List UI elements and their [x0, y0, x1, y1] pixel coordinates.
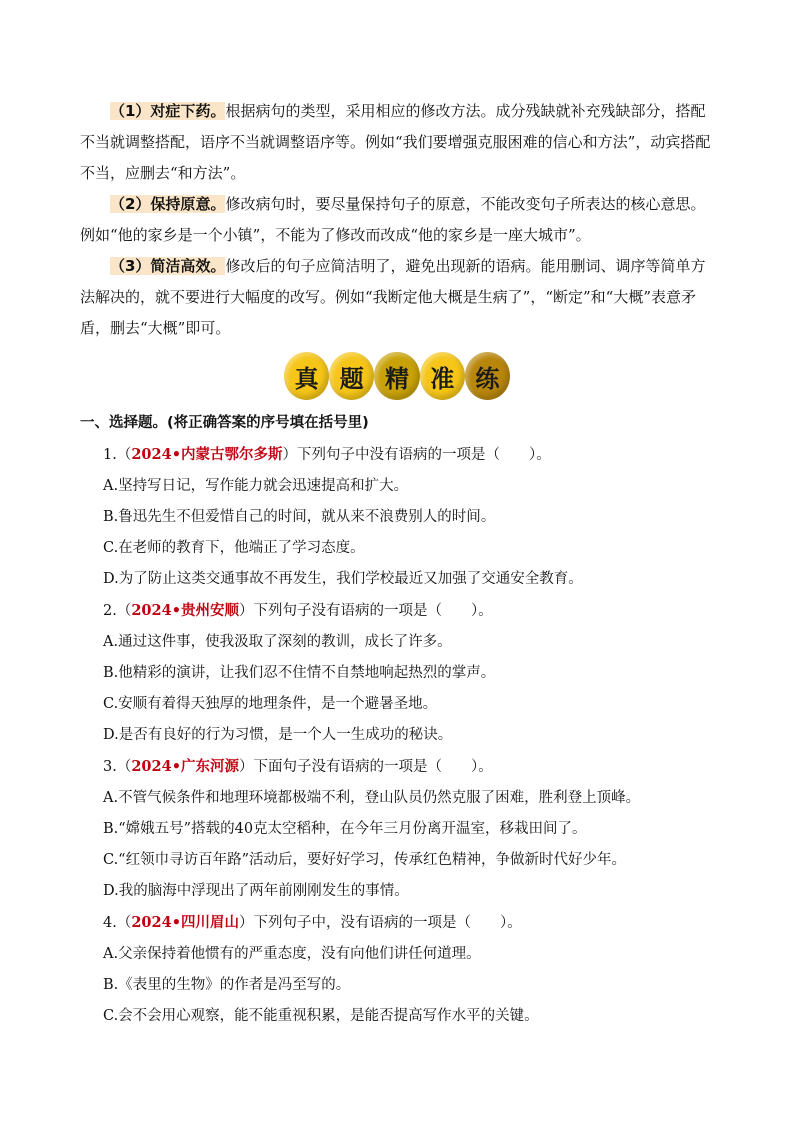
- question-number: 3.: [103, 759, 117, 775]
- tip-label: （3）简洁高效。: [110, 257, 226, 275]
- question-text: ）下列句子中没有语病的一项是（ ）。: [282, 447, 551, 463]
- tip-1: [80, 96, 720, 189]
- option-b: B.“嫦娥五号”搭载的40克太空稻种，在今年三月份离开温室，移栽田间了。: [103, 821, 587, 837]
- question-text: ）下面句子没有语病的一项是（ ）。: [238, 759, 493, 775]
- revision-tips: [80, 96, 720, 344]
- tip-2: [80, 189, 720, 251]
- paren: （: [116, 603, 132, 619]
- banner-ball: 真: [284, 352, 329, 400]
- question-1: [80, 439, 730, 595]
- banner-ball: 练: [465, 352, 510, 400]
- question-number: 2.: [103, 603, 117, 619]
- option-b: B.鲁迅先生不但爱惜自己的时间，就从来不浪费别人的时间。: [103, 509, 496, 525]
- question-source: 2024•贵州安顺: [131, 602, 239, 619]
- question-stem: [80, 439, 730, 471]
- option-d: D.是否有良好的行为习惯，是一个人一生成功的秘诀。: [103, 727, 453, 743]
- tip-3: [80, 251, 720, 344]
- tip-label: （2）保持原意。: [110, 195, 226, 213]
- question-stem: [80, 595, 730, 627]
- tip-text: 修改后的句子应简洁明了，避免出现新的语病。能用删词、调序等简单方法解决的，就不要进行大幅度的改写。例如“我断定他大概是生病了”，“断定”和“大概”表意矛盾，删去“大概”即可。: [80, 257, 706, 337]
- option-d: D.我的脑海中浮现出了两年前刚刚发生的事情。: [103, 883, 409, 899]
- tip-text: 修改病句时，要尽量保持句子的原意，不能改变句子所表达的核心意思。例如“他的家乡是一个小镇”，不能为了修改而改成“他的家乡是一座大城市”。: [80, 195, 706, 244]
- paren: （: [116, 759, 132, 775]
- paren: （: [116, 915, 132, 931]
- question-3: [80, 751, 730, 907]
- question-text: ）下列句子没有语病的一项是（ ）。: [238, 603, 493, 619]
- question-source: 2024•内蒙古鄂尔多斯: [131, 446, 283, 463]
- option-a: A.父亲保持着他惯有的严重态度，没有向他们讲任何道理。: [103, 946, 481, 962]
- tip-label: （1）对症下药。: [110, 102, 226, 120]
- question-source: 2024•四川眉山: [131, 914, 239, 931]
- tip-text: 根据病句的类型，采用相应的修改方法。成分残缺就补充残缺部分，搭配不当就调整搭配，语序不当就调整语序等。例如“我们要增强克服困难的信心和方法”，动宾搭配不当，应删去“和方法”。: [80, 102, 711, 182]
- option-a: A.坚持写日记，写作能力就会迅速提高和扩大。: [103, 478, 409, 494]
- question-number: 4.: [103, 915, 117, 931]
- question-4: [80, 907, 730, 1032]
- banner-ball: 准: [420, 352, 465, 400]
- section-heading: 一、选择题。(将正确答案的序号填在括号里): [80, 415, 369, 431]
- option-c: C.会不会用心观察，能不能重视积累，是能否提高写作水平的关键。: [103, 1008, 539, 1024]
- option-a: A.不管气候条件和地理环境都极端不利，登山队员仍然克服了困难，胜利登上顶峰。: [103, 790, 641, 806]
- option-b: B.他精彩的演讲，让我们忍不住情不自禁地响起热烈的掌声。: [103, 665, 496, 681]
- option-b: B.《表里的生物》的作者是冯至写的。: [103, 977, 351, 993]
- option-a: A.通过这件事，使我汲取了深刻的教训，成长了许多。: [103, 634, 452, 650]
- option-c: C.安顺有着得天独厚的地理条件，是一个避暑圣地。: [103, 696, 438, 712]
- option-d: D.为了防止这类交通事故不再发生，我们学校最近又加强了交通安全教育。: [103, 571, 583, 587]
- banner-ball: 精: [374, 352, 419, 400]
- question-2: [80, 595, 730, 751]
- question-number: 1.: [103, 447, 117, 463]
- option-c: C.“红领巾寻访百年路”活动后，要好好学习，传承红色精神，争做新时代好少年。: [103, 852, 627, 868]
- question-section: [80, 410, 730, 1032]
- question-text: ）下列句子中，没有语病的一项是（ ）。: [238, 915, 522, 931]
- question-source: 2024•广东河源: [131, 758, 239, 775]
- section-banner: [284, 350, 510, 402]
- question-stem: [80, 907, 730, 939]
- option-c: C.在老师的教育下，他端正了学习态度。: [103, 540, 365, 556]
- banner-ball: 题: [329, 352, 374, 400]
- question-stem: [80, 751, 730, 783]
- paren: （: [116, 447, 132, 463]
